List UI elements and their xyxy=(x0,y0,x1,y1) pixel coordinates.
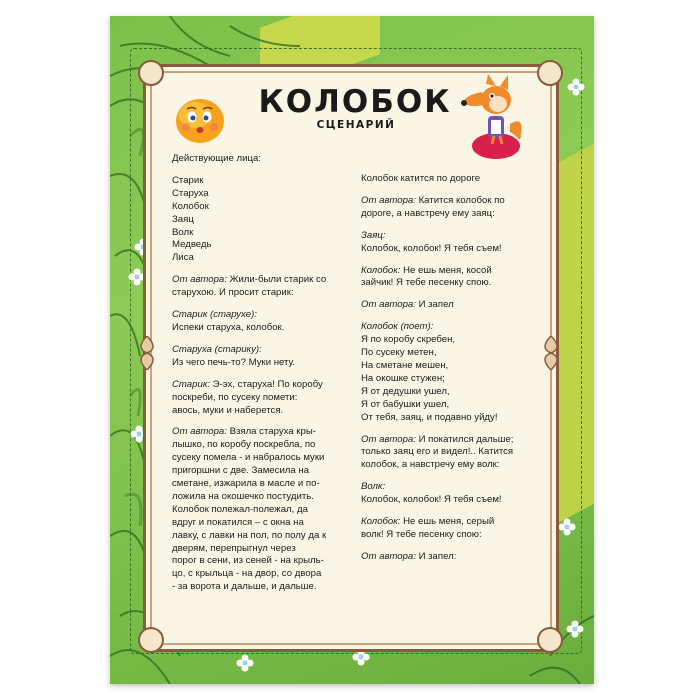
dialogue-line: старухою. И просит старик: xyxy=(172,287,294,299)
dialogue-first-line xyxy=(361,321,541,334)
speaker-label: Колобок: xyxy=(361,516,401,528)
flower-icon xyxy=(567,78,585,96)
dialogue-line: цо, с крыльца - на двор, со двора xyxy=(172,568,322,580)
cast-member: Заяц xyxy=(172,213,194,225)
dialogue-line: вдруг и покатился – с окна на xyxy=(172,516,304,528)
dialogue-first-line xyxy=(172,309,358,322)
dialogue-text: Катится колобок по xyxy=(415,194,505,206)
speaker-label: Колобок: xyxy=(361,264,401,276)
script-right-column xyxy=(361,173,541,564)
dialogue-line: поскреби, по сусеку помети: xyxy=(172,391,298,403)
dialogue-line: - за ворота и дальше, и дальше. xyxy=(172,581,317,593)
fox-character-icon xyxy=(458,74,530,160)
speaker-label: Заяц: xyxy=(361,229,386,241)
dialogue-text: И запел xyxy=(415,299,454,311)
dialogue-first-line xyxy=(361,195,541,208)
dialogue-line: На окошке стужен; xyxy=(361,372,445,384)
dialogue-line: лавку, с лавки на пол, по полу да к xyxy=(172,529,327,541)
speaker-label: Старик: xyxy=(172,378,211,390)
speaker-label: От автора: xyxy=(361,550,416,562)
dialogue-line: порог в сени, из сеней - на крыль- xyxy=(172,555,324,567)
flower-icon xyxy=(236,654,254,672)
dialogue-line: Я от дедушки ушел, xyxy=(361,385,450,397)
cast-member: Волк xyxy=(172,226,194,238)
dialogue-line: На сметане мешен, xyxy=(361,359,449,371)
frame-corner-ornament xyxy=(537,627,563,653)
dialogue-text: Взяла старуха кры- xyxy=(226,426,316,438)
dialogue-line: Испеки старуха, колобок. xyxy=(172,321,285,333)
dialogue-first-line xyxy=(361,230,541,243)
cast-member: Лиса xyxy=(172,252,194,264)
dialogue-line: Колобок, колобок! Я тебя съем! xyxy=(361,494,502,506)
speaker-label: Старик (старухе): xyxy=(172,309,257,321)
speaker-label: От автора: xyxy=(172,426,227,438)
cast-member: Старик xyxy=(172,174,204,186)
speaker-label: От автора: xyxy=(361,299,416,311)
dialogue-line: От тебя, заяц, и подавно уйду! xyxy=(361,411,498,423)
dialogue-text: Не ешь меня, серый xyxy=(400,516,495,528)
frame-corner-ornament xyxy=(138,60,164,86)
dialogue-line: авось, муки и наберется. xyxy=(172,404,284,416)
dialogue-text: И запел: xyxy=(415,550,457,562)
dialogue-first-line xyxy=(361,434,541,447)
dialogue-line: дверям, перепрыгнул через xyxy=(172,542,296,554)
page-subtitle: СЦЕНАРИЙ xyxy=(316,119,396,131)
dialogue-line: лышко, по коробу поскребла, по xyxy=(172,439,316,451)
kolobok-face-icon xyxy=(173,95,227,145)
speaker-label: Волк: xyxy=(361,481,386,493)
dialogue-line: Колобок катится по дороге xyxy=(361,173,481,184)
cast-member: Медведь xyxy=(172,239,212,251)
script-left-column xyxy=(172,153,358,594)
speaker-label: От автора: xyxy=(172,274,227,286)
cast-list xyxy=(172,175,358,265)
left-dialogue-blocks xyxy=(172,265,358,594)
dialogue-line: колобок, а навстречу ему волк: xyxy=(361,459,500,471)
dialogue-line: Я по коробу скребен, xyxy=(361,334,456,346)
right-dialogue-blocks xyxy=(361,173,541,564)
dialogue-first-line xyxy=(361,516,541,529)
dialogue-line: ложила на окошечко постудить. xyxy=(172,490,314,502)
dialogue-line: Колобок полежал-полежал, да xyxy=(172,503,308,515)
dialogue-line: Из чего печь-то? Муки нету. xyxy=(172,356,296,368)
cast-heading: Действующие лица: xyxy=(172,153,261,164)
dialogue-line: волк! Я тебе песенку спою: xyxy=(361,528,482,540)
dialogue-line: По сусеку метен, xyxy=(361,347,437,359)
dialogue-text: И покатился дальше; xyxy=(415,433,514,445)
dialogue-line: сусеку помела - и набралось муки xyxy=(172,452,325,464)
page-title: КОЛОБОК xyxy=(258,84,452,120)
dialogue-first-line xyxy=(361,299,541,312)
flower-icon xyxy=(566,620,584,638)
dialogue-first-line xyxy=(172,274,358,287)
dialogue-line: сметане, изжарила в масле и по- xyxy=(172,478,320,490)
speaker-label: От автора: xyxy=(361,433,416,445)
dialogue-first-line xyxy=(361,265,541,278)
speaker-label: Старуха (старику): xyxy=(172,343,262,355)
dialogue-line: Колобок, колобок! Я тебя съем! xyxy=(361,242,502,254)
dialogue-first-line xyxy=(361,551,541,564)
dialogue-first-line xyxy=(361,481,541,494)
flower-icon xyxy=(558,518,576,536)
dialogue-text: Э-эх, старуха! По коробу xyxy=(210,378,323,390)
dialogue-first-line xyxy=(172,426,358,439)
cast-member: Старуха xyxy=(172,187,209,199)
speaker-label: От автора: xyxy=(361,194,416,206)
dialogue-text: Жили-были старик со xyxy=(226,274,327,286)
dialogue-text: Не ешь меня, косой xyxy=(400,264,492,276)
dialogue-first-line xyxy=(172,379,358,392)
frame-side-ornament xyxy=(541,336,561,370)
frame-corner-ornament xyxy=(537,60,563,86)
frame-side-ornament xyxy=(137,336,157,370)
speaker-label: Колобок (поет): xyxy=(361,321,434,333)
dialogue-line: только заяц его и видел!.. Катится xyxy=(361,446,514,458)
dialogue-line: пригоршни с две. Замесила на xyxy=(172,465,310,477)
dialogue-line: Я от бабушки ушел, xyxy=(361,398,450,410)
frame-corner-ornament xyxy=(138,627,164,653)
dialogue-line: дороге, а навстречу ему заяц: xyxy=(361,207,495,219)
dialogue-first-line xyxy=(172,344,358,357)
dialogue-line: зайчик! Я тебе песенку спою. xyxy=(361,277,492,289)
cast-member: Колобок xyxy=(172,200,209,212)
